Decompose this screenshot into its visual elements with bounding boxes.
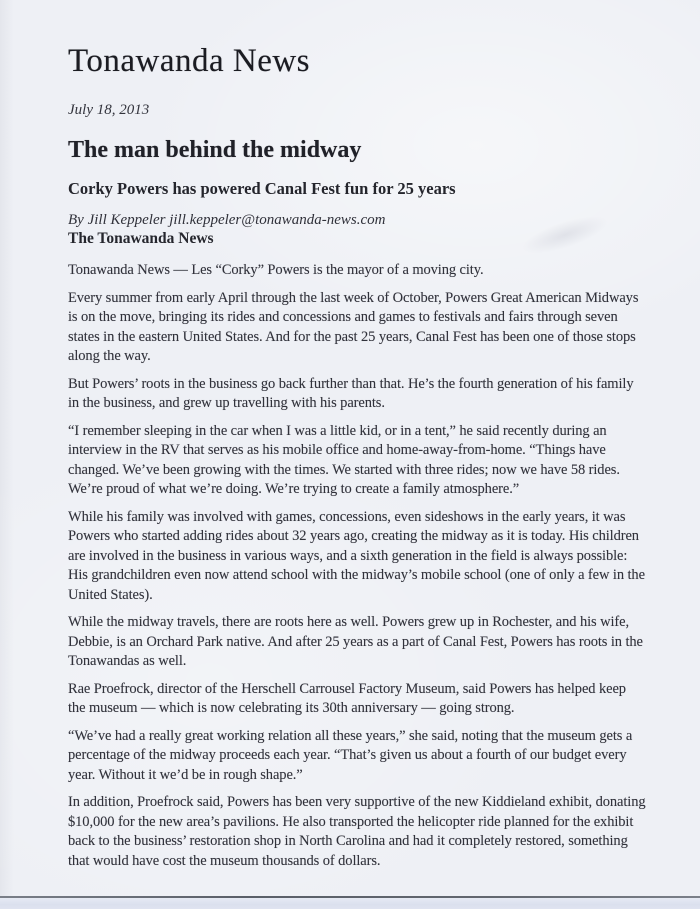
paragraph: In addition, Proefrock said, Powers has been very supportive of the new Kiddieland exhibit, donating $10,000 for the new area’s pavilions. He also transported the helicopter ride planned for the exhibit back to the business’ restoration shop in North Carolina and had it completely restored, something that would have cost the museum thousands of dollars. bbox=[68, 794, 646, 869]
article-subheadline: Corky Powers has powered Canal Fest fun for 25 years bbox=[68, 179, 456, 199]
paragraph: While the midway travels, there are roots here as well. Powers grew up in Rochester, and his wife, Debbie, is an Orchard Park native. And after 25 years as a part of Canal Fest, Powers has roots in the Tonawandas as well. bbox=[68, 614, 643, 670]
source-attribution: The Tonawanda News bbox=[68, 230, 214, 248]
byline: By Jill Keppeler jill.keppeler@tonawanda-news.com bbox=[68, 212, 386, 229]
paragraph-lede: Tonawanda News — Les “Corky” Powers is the mayor of a moving city. bbox=[68, 262, 484, 279]
paragraph: Rae Proefrock, director of the Herschell Carrousel Factory Museum, said Powers has helped keep the museum — which is now celebrating its 30th anniversary — going strong. bbox=[68, 680, 626, 717]
paragraph: “We’ve had a really great working relation all these years,” she said, noting that the museum gets a percentage of the midway proceeds each year. “That’s given us about a fourth of our budget every year. Without it we’d be in rough shape.” bbox=[68, 727, 633, 783]
publication-date: July 18, 2013 bbox=[68, 101, 150, 118]
article-content bbox=[68, 0, 646, 871]
paragraph: “I remember sleeping in the car when I was a little kid, or in a tent,” he said recently during an interview in the RV that serves as his mobile office and home-away-from-home. “Things have changed. We’ve been growing with the times. We started with three rides; now we have 58 rides. We’re proud of what we’re doing. We’re trying to create a family atmosphere.” bbox=[68, 422, 620, 498]
masthead-title: Tonawanda News bbox=[68, 43, 311, 79]
paragraph: While his family was involved with games, concessions, even sideshows in the early years, it was Powers who started adding rides about 32 years ago, creating the midway as it is today. His children are involved in the business in various ways, and a sixth generation in the field is always possible: His grandchildren even now attend school with the midway’s mobile school (one of only a few in the United States). bbox=[68, 508, 645, 603]
scan-background-strip bbox=[0, 898, 700, 909]
article-body bbox=[68, 261, 646, 871]
article-headline: The man behind the midway bbox=[68, 136, 362, 163]
paragraph: Every summer from early April through the last week of October, Powers Great American Midways is on the move, bringing its rides and concessions and games to festivals and fairs through seven states in the eastern United States. And for the past 25 years, Canal Fest has been one of those stops along the way. bbox=[68, 289, 639, 365]
paragraph: But Powers’ roots in the business go back further than that. He’s the fourth generation of his family in the business, and grew up travelling with his parents. bbox=[68, 375, 634, 412]
